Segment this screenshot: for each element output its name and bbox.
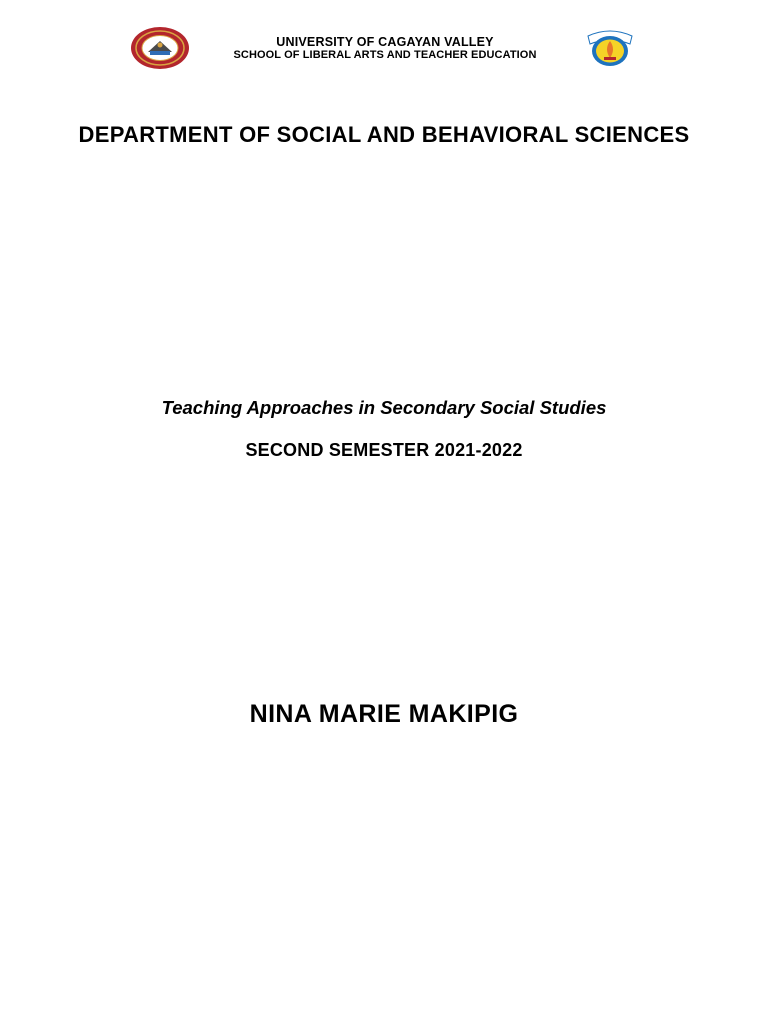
author-name: NINA MARIE MAKIPIG: [249, 700, 519, 728]
university-seal-icon: [129, 26, 191, 70]
course-title: Teaching Approaches in Secondary Social Studies: [161, 397, 607, 418]
school-name: SCHOOL OF LIBERAL ARTS AND TEACHER EDUCATION: [233, 49, 537, 61]
document-header: [190, 35, 580, 62]
school-logo-icon: [580, 24, 640, 68]
semester-label: SECOND SEMESTER 2021-2022: [245, 440, 523, 460]
department-title: DEPARTMENT OF SOCIAL AND BEHAVIORAL SCIENCES: [78, 122, 690, 147]
university-name: UNIVERSITY OF CAGAYAN VALLEY: [276, 35, 494, 49]
